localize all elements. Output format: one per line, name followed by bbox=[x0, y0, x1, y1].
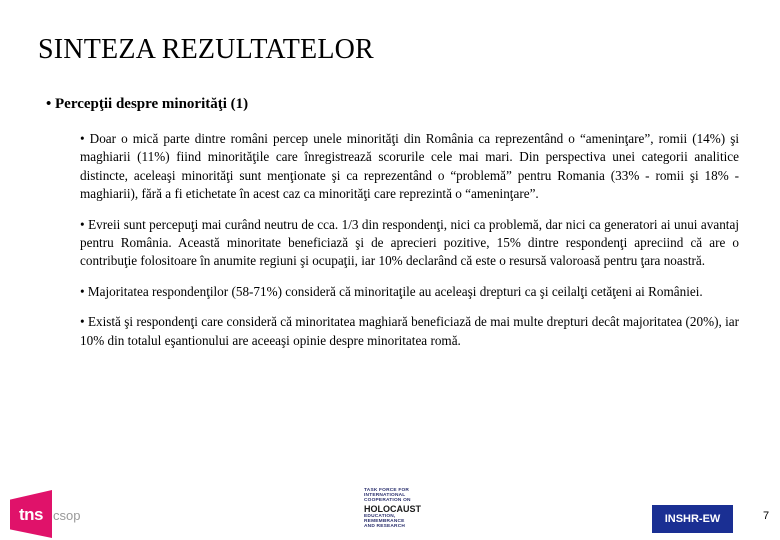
paragraph-threat-perception: • Doar o mică parte dintre români percep unele minorităţi din România ca reprezentând o “ameninţare”, romii (14%) şi maghiarii (11%) fiind minorităţile care înregistrează scorurile cele mai mari. Din perspectiva unei categorii analitice distincte, aceleaşi minorităţi sunt menţionate şi ca reprezentând o “problemă” pentru Romania (33% - romii şi 18% - maghiarii), fără a fi etichetate în acest caz ca minorităţi care reprezintă o “ameninţare”. bbox=[80, 131, 739, 202]
itf-logo-line: EDUCATION, bbox=[364, 513, 396, 519]
inshr-ew-badge: INSHR-EW bbox=[652, 505, 733, 533]
page-number: 7 bbox=[763, 510, 770, 522]
itf-logo-line: TASK FORCE FOR bbox=[364, 488, 410, 493]
paragraph-jewish-minority: • Evreii sunt percepuţi mai curând neutru de cca. 1/3 din respondenţi, nici ca problemă, dar nici ca generatori ai unui avantaj pentru România. Această minoritate beneficiază şi de aprecieri pozitive, 15% dintre respondenţi apreciind că are o contribuţie folositoare în anumite regiuni şi ocupaţii, iar 10% declarând că este o resursă valoroasă pentru ţara noastră. bbox=[80, 216, 739, 269]
tns-logo-text: tns bbox=[19, 505, 43, 524]
slide-subtitle: • Percepţii despre minorităţi (1) bbox=[46, 96, 249, 112]
itf-logo-line: INTERNATIONAL bbox=[364, 493, 406, 499]
csop-logo-text: csop bbox=[53, 508, 81, 523]
itf-logo-line: AND RESEARCH bbox=[364, 524, 406, 530]
itf-logo-word: HOLOCAUST bbox=[364, 503, 421, 514]
tns-csop-logo bbox=[10, 490, 90, 540]
slide-title: SINTEZA REZULTATELOR bbox=[38, 34, 374, 65]
slide-body bbox=[80, 130, 739, 362]
paragraph-equal-rights: • Majoritatea respondenţilor (58-71%) consideră că minoritaţile au aceleaşi drepturi ca şi ceilalţi cetăţeni ai României. bbox=[80, 283, 703, 299]
itf-logo-line: REMEMBRANCE bbox=[364, 518, 405, 524]
paragraph-more-rights: • Există şi respondenţi care consideră că minoritatea maghiară beneficiază de mai multe drepturi decât majoritatea (20%), iar 10% din totalul eşantionului are aceeaşi opinie despre minoritatea romă. bbox=[80, 314, 739, 348]
itf-logo-line: COOPERATION ON bbox=[364, 498, 411, 504]
itf-holocaust-logo bbox=[364, 488, 424, 536]
